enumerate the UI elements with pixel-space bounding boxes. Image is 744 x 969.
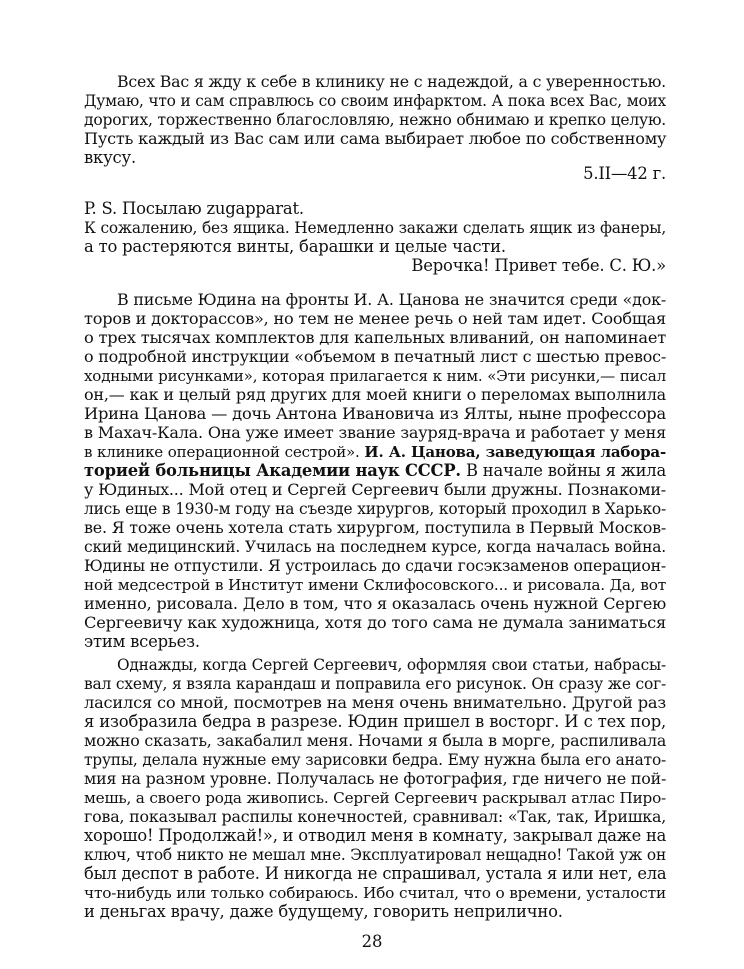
paragraph-line: ходными рисунками», которая прилагается к ним. «Эти рисунки,— писал <box>84 367 666 385</box>
letter-line: дорогих, торжественно благословляю, нежно обнимаю и крепко целую. <box>84 111 666 129</box>
paragraph-line: можно сказать, закабалил меня. Ночами я была в морге, распиливала <box>84 731 667 750</box>
paragraph-line: я изобразила бедра в разрезе. Юдин пришел в восторг. И с тех пор, <box>84 712 666 731</box>
letter-line: вкусу. <box>84 148 136 167</box>
paragraph-line-mixed <box>84 442 666 462</box>
page-number: 28 <box>361 932 383 951</box>
paragraph-text: В начале войны я жила <box>465 461 666 480</box>
paragraph-line: о подробной инструкции «объемом в печатный лист с шестью превос- <box>84 347 666 366</box>
paragraph-line: ве. Я тоже очень хотела стать хирургом, поступила в Первый Москов- <box>84 518 666 537</box>
letter-date: 5.II—42 г. <box>583 164 666 183</box>
paragraph-line: вал схему, я взяла карандаш и поправила его рисунок. Он сразу же сог- <box>84 675 666 693</box>
paragraph-line: ский медицинский. Училась на последнем курсе, когда началась война. <box>84 538 666 556</box>
letter-line: Всех Вас я жду к себе в клинику не с надеждой, а с уверенностью. <box>117 72 666 91</box>
paragraph-line: мешь, а своего рода живопись. Сергей Сергеевич раскрывал атлас Пиро- <box>84 789 666 807</box>
paragraph-line: гова, показывал распилы конечностей, сравнивал: «Так, так, Иришка, <box>84 807 667 826</box>
paragraph-line: трупы, делала нужные ему зарисовки бедра. Ему нужна была его анато- <box>84 751 666 769</box>
paragraph-bold-text: торией больницы Академии наук СССР. <box>84 461 461 480</box>
paragraph-line: В письме Юдина на фронты И. А. Цанова не значится среди «док- <box>117 290 666 309</box>
paragraph-line: хорошо! Продолжай!», и отводил меня в комнату, закрывал даже на <box>84 826 667 845</box>
paragraph-line: мия на разном уровне. Получалась не фотография, где ничего не пой- <box>84 769 667 788</box>
paragraph-line: ключ, чтоб никто не мешал мне. Эксплуатировал нещадно! Такой уж он <box>84 846 666 864</box>
paragraph-bold-text: И. А. Цанова, заведующая лабора- <box>364 443 667 461</box>
paragraph-line: у Юдиных... Мой отец и Сергей Сергеевич были дружны. Познакоми- <box>84 480 666 499</box>
paragraph-text: в клинике операционной сестрой». <box>84 443 360 461</box>
paragraph-line: Однажды, когда Сергей Сергеевич, оформляя свои статьи, набрасы- <box>117 656 666 674</box>
postscript-line: а то растеряются винты, барашки и целые части. <box>84 237 506 256</box>
paragraph-line-mixed <box>84 461 666 481</box>
paragraph-line: и деньгах врачу, даже будущему, говорить неприлично. <box>84 902 563 921</box>
letter-line: Думаю, что и сам справлюсь со своим инфарктом. А пока всех Вас, моих <box>84 92 666 110</box>
paragraph-line: Сергеевичу как художница, хотя до того сама не думала заниматься <box>84 613 666 632</box>
postscript-line: К сожалению, без ящика. Немедленно закажи сделать ящик из фанеры, <box>84 219 666 237</box>
paragraph-line: в Махач-Кала. Она уже имеет звание зауряд-врача и работает у меня <box>84 423 666 442</box>
postscript-line: P. S. Посылаю zugapparat. <box>84 199 304 218</box>
postscript-closing: Верочка! Привет тебе. С. Ю.» <box>411 256 666 275</box>
paragraph-line: что-нибудь или только собираюсь. Ибо считал, что о времени, усталости <box>84 884 666 902</box>
paragraph-line: ной медсестрой в Институт имени Склифосовского... и рисовала. Да, вот <box>84 576 666 594</box>
paragraph-line: Ирина Цанова — дочь Антона Ивановича из Ялты, ныне профессора <box>84 404 666 423</box>
paragraph-line: Юдины не отпустили. Я устроилась до сдачи госэкзаменов операцион- <box>84 556 666 575</box>
paragraph-line: лись еще в 1930-м году на съезде хирургов, который проходил в Харько- <box>84 500 666 518</box>
paragraph-line: именно, рисовала. Дело в том, что я оказалась очень нужной Сергею <box>84 594 666 613</box>
paragraph-line: ласился со мной, посмотрев на меня очень внимательно. Другой раз <box>84 693 666 712</box>
paragraph-line: этим всерьез. <box>84 632 200 651</box>
paragraph-line: о трех тысячах комплектов для капельных вливаний, он напоминает <box>84 328 666 347</box>
paragraph-line: был деспот в работе. И никогда не спрашивал, устала я или нет, ела <box>84 864 667 883</box>
paragraph-line: торов и докторассов», но тем не менее речь о ней там идет. Сообщая <box>84 309 666 328</box>
paragraph-line: он,— как и целый ряд других для моей книги о переломах выполнила <box>84 385 666 404</box>
letter-line: Пусть каждый из Вас сам или сама выбирает любое по собственному <box>84 129 667 148</box>
